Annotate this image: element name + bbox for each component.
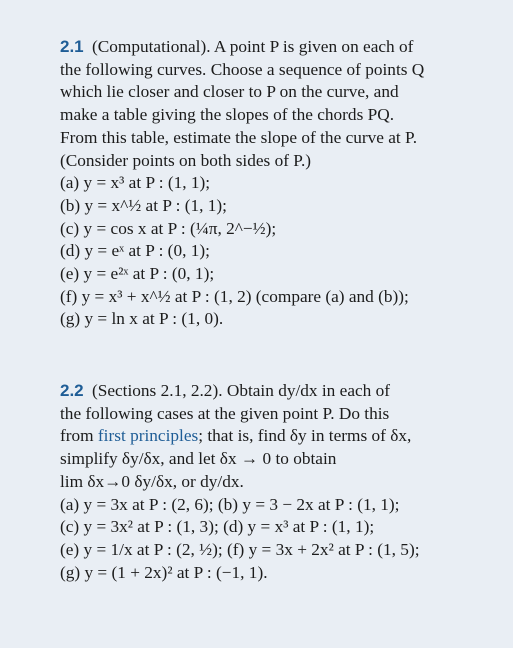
exercise-item: (g) y = (1 + 2x)² at P : (−1, 1). (60, 562, 268, 582)
exercise-item: (d) y = eˣ at P : (0, 1); (60, 241, 210, 261)
exercise-intro-line: which lie closer and closer to P on the curve, and (60, 82, 399, 102)
exercise-item: (e) y = 1/x at P : (2, ½); (f) y = 3x + 2x² at P : (1, 5); (60, 539, 420, 559)
exercise-number: 2.2 (60, 381, 84, 400)
exercise-intro-line: (Consider points on both sides of P.) (60, 150, 312, 170)
exercise-item: (g) y = ln x at P : (1, 0). (60, 309, 224, 329)
exercise-item: (c) y = cos x at P : (¼π, 2^−½); (60, 218, 277, 238)
exercise-intro-line: the following curves. Choose a sequence of points Q (60, 59, 425, 79)
exercise-intro-line: From this table, estimate the slope of the curve at P. (60, 127, 418, 147)
exercise-number: 2.1 (60, 37, 84, 56)
exercise-item: (f) y = x³ + x^½ at P : (1, 2) (compare (a) and (b)); (60, 286, 409, 306)
exercise-item: (e) y = e²ˣ at P : (0, 1); (60, 264, 215, 284)
exercise-item: (a) y = 3x at P : (2, 6); (b) y = 3 − 2x at P : (1, 1); (60, 494, 400, 514)
exercise-intro-line: simplify δy/δx, and let δx → 0 to obtain (60, 449, 337, 469)
exercise-item: (b) y = x^½ at P : (1, 1); (60, 195, 227, 215)
exercise-intro-line: make a table giving the slopes of the chords PQ. (60, 105, 395, 125)
exercise-intro-line: 2.1 (Computational). A point P is given on each of (60, 37, 414, 56)
first-principles-link[interactable]: first principles (97, 426, 199, 446)
exercise-item: (c) y = 3x² at P : (1, 3); (d) y = x³ at P : (1, 1); (60, 517, 375, 537)
exercise-item: (a) y = x³ at P : (1, 1); (60, 173, 211, 193)
exercise-intro-line: the following cases at the given point P. Do this (60, 403, 390, 423)
exercise-2-2 (60, 380, 500, 584)
exercise-2-1 (60, 36, 500, 331)
exercise-intro-line: lim δx→0 δy/δx, or dy/dx. (60, 471, 244, 491)
exercise-intro-line: from first principles; that is, find δy in terms of δx, (60, 426, 412, 446)
exercise-intro-line: 2.2 (Sections 2.1, 2.2). Obtain dy/dx in each of (60, 381, 391, 400)
